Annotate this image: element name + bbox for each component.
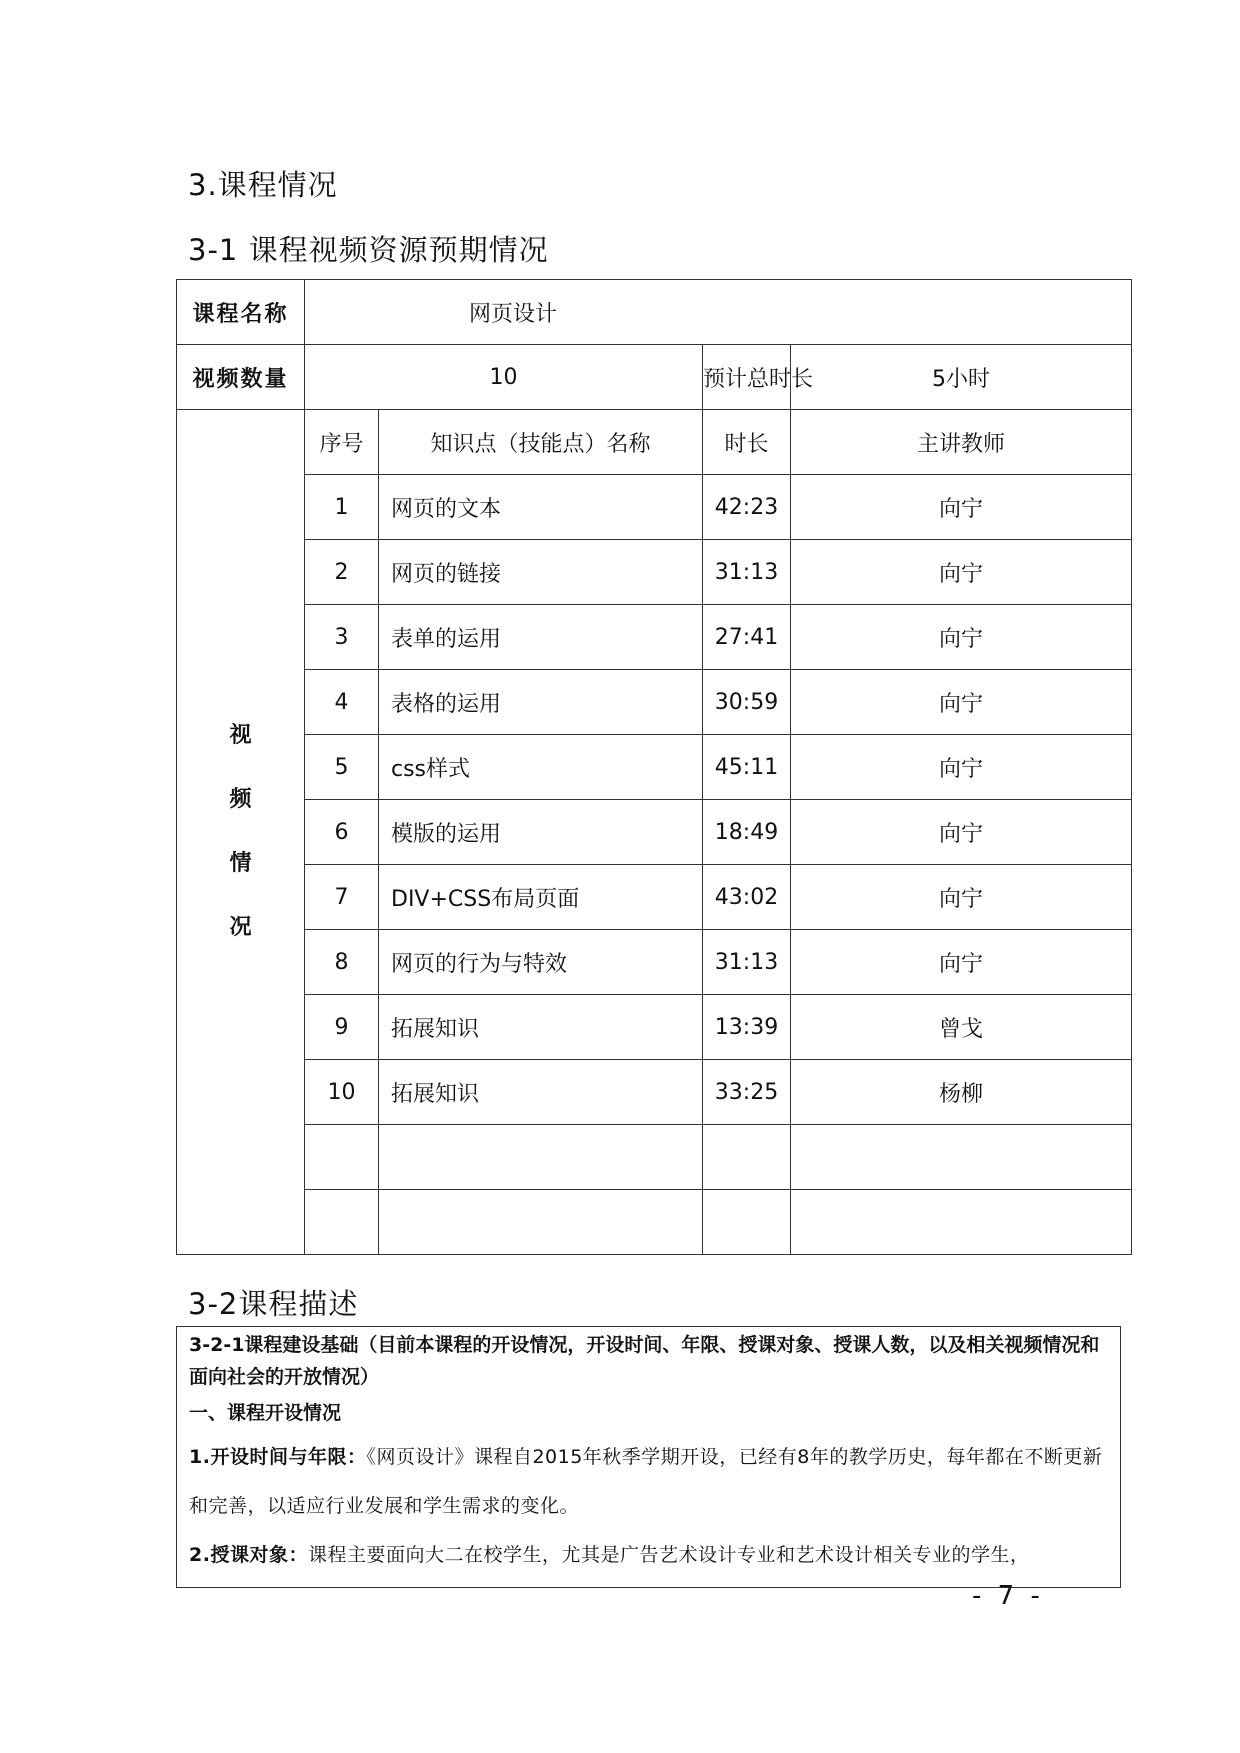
offering-time-text: 《网页设计》课程自2015年秋季学期开设，已经有8年的教学历史，每年都在不断更新和完善，以适应行业发展和学生需求的变化。	[189, 1446, 1103, 1517]
row-duration	[703, 1190, 791, 1255]
table-row	[177, 1060, 1132, 1125]
total-duration-value: 5小时	[791, 345, 1132, 410]
row-teacher: 向宁	[791, 865, 1132, 930]
row-index: 2	[305, 540, 379, 605]
course-name-value	[305, 280, 1132, 345]
row-topic: 模版的运用	[379, 800, 703, 865]
row-topic: 网页的行为与特效	[379, 930, 703, 995]
course-name-text: 网页设计	[468, 301, 557, 327]
video-status-side-label	[177, 410, 305, 1255]
row-teacher: 向宁	[791, 735, 1132, 800]
col-header-duration: 时长	[703, 410, 791, 475]
row-teacher: 向宁	[791, 475, 1132, 540]
audience-text: 课程主要面向大二在校学生，尤其是广告艺术设计专业和艺术设计相关专业的学生，	[307, 1544, 1030, 1566]
total-duration-label: 预计总时长	[703, 345, 791, 410]
table-row	[177, 475, 1132, 540]
table-row	[177, 605, 1132, 670]
row-topic: 表单的运用	[379, 605, 703, 670]
side-label-char: 况	[229, 915, 252, 940]
table-row	[177, 1190, 1132, 1255]
course-name-label: 课程名称	[177, 280, 305, 345]
row-teacher: 向宁	[791, 930, 1132, 995]
row-teacher: 向宁	[791, 670, 1132, 735]
row-index: 10	[305, 1060, 379, 1125]
table-row	[177, 800, 1132, 865]
row-index: 6	[305, 800, 379, 865]
row-duration: 33:25	[703, 1060, 791, 1125]
construction-basis-subheading: 3-2-1课程建设基础（目前本课程的开设情况，开设时间、年限、授课对象、授课人数，以及相关视频情况和面向社会的开放情况）	[189, 1334, 1100, 1388]
side-label-char: 频	[229, 787, 252, 812]
row-index: 4	[305, 670, 379, 735]
col-header-teacher: 主讲教师	[791, 410, 1132, 475]
row-teacher: 向宁	[791, 540, 1132, 605]
row-index: 1	[305, 475, 379, 540]
table-row	[177, 735, 1132, 800]
row-teacher	[791, 1125, 1132, 1190]
side-label-char: 视	[229, 723, 252, 748]
video-resources-heading: 3-1 课程视频资源预期情况	[188, 233, 549, 267]
row-index: 9	[305, 995, 379, 1060]
row-duration: 43:02	[703, 865, 791, 930]
table-row	[177, 995, 1132, 1060]
row-index: 7	[305, 865, 379, 930]
row-topic	[379, 1125, 703, 1190]
video-count-label: 视频数量	[177, 345, 305, 410]
row-index	[305, 1190, 379, 1255]
row-duration: 18:49	[703, 800, 791, 865]
offering-time-label: 1.开设时间与年限：	[189, 1446, 367, 1468]
col-header-topic: 知识点（技能点）名称	[379, 410, 703, 475]
row-duration: 27:41	[703, 605, 791, 670]
col-header-index: 序号	[305, 410, 379, 475]
page-number: - 7 -	[972, 1581, 1044, 1611]
section-heading: 3.课程情况	[188, 168, 338, 202]
row-duration: 30:59	[703, 670, 791, 735]
row-teacher	[791, 1190, 1132, 1255]
row-topic: css样式	[379, 735, 703, 800]
row-topic: 表格的运用	[379, 670, 703, 735]
table-row	[177, 1125, 1132, 1190]
column-header-row	[177, 410, 1132, 475]
row-topic: DIV+CSS布局页面	[379, 865, 703, 930]
row-index: 5	[305, 735, 379, 800]
row-duration: 13:39	[703, 995, 791, 1060]
paragraph-offering-time	[189, 1433, 1114, 1531]
row-duration: 45:11	[703, 735, 791, 800]
row-teacher: 向宁	[791, 800, 1132, 865]
course-description-box	[176, 1326, 1121, 1588]
row-teacher: 杨柳	[791, 1060, 1132, 1125]
row-duration	[703, 1125, 791, 1190]
row-topic: 网页的文本	[379, 475, 703, 540]
row-index: 8	[305, 930, 379, 995]
row-duration: 31:13	[703, 540, 791, 605]
row-topic: 拓展知识	[379, 995, 703, 1060]
row-teacher: 曾戈	[791, 995, 1132, 1060]
paragraph-audience	[189, 1531, 1114, 1580]
row-duration: 42:23	[703, 475, 791, 540]
row-duration: 31:13	[703, 930, 791, 995]
row-topic: 拓展知识	[379, 1060, 703, 1125]
course-offering-title: 一、课程开设情况	[189, 1402, 342, 1424]
course-name-row	[177, 280, 1132, 345]
row-index: 3	[305, 605, 379, 670]
row-index	[305, 1125, 379, 1190]
row-topic: 网页的链接	[379, 540, 703, 605]
row-topic	[379, 1190, 703, 1255]
table-row	[177, 865, 1132, 930]
table-row	[177, 930, 1132, 995]
row-teacher: 向宁	[791, 605, 1132, 670]
video-count-row	[177, 345, 1132, 410]
table-row	[177, 670, 1132, 735]
video-count-value: 10	[305, 345, 703, 410]
description-heading: 3-2课程描述	[188, 1287, 359, 1321]
table-row	[177, 540, 1132, 605]
video-resources-table	[176, 279, 1132, 1255]
side-label-char: 情	[229, 851, 252, 876]
audience-label: 2.授课对象：	[189, 1544, 308, 1566]
